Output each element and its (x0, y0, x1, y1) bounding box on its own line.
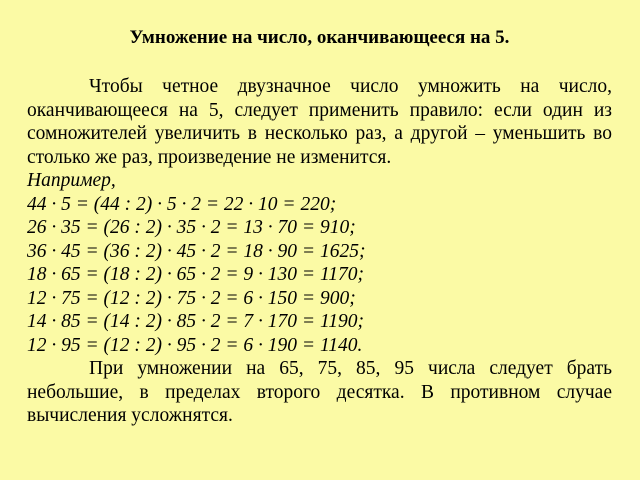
example-line: 36 · 45 = (36 : 2) · 45 · 2 = 18 · 90 = 1625; (27, 240, 366, 262)
example-line: 44 · 5 = (44 : 2) · 5 · 2 = 22 · 10 = 220; (27, 193, 337, 215)
note-paragraph: При умножении на 65, 75, 85, 95 числа следует брать небольшие, в пределах второго десятка. В противном случае вычисления усложнятся. (27, 358, 612, 426)
rule-paragraph: Чтобы четное двузначное число умножить на число, оканчивающееся на 5, следует применить правило: если один из сомножителей увеличить в несколько раз, а другой – уменьшить во столько же раз, произведение не изменится. (27, 76, 612, 168)
example-line: 18 · 65 = (18 : 2) · 65 · 2 = 9 · 130 = 1170; (27, 264, 365, 285)
slide-title: Умножение на число, оканчивающееся на 5. (129, 27, 510, 48)
example-line: 26 · 35 = (26 : 2) · 35 · 2 = 13 · 70 = 910; (27, 217, 356, 238)
examples-list (27, 193, 612, 358)
example-line: 14 · 85 = (14 : 2) · 85 · 2 = 7 · 170 = 1190; (27, 311, 365, 332)
example-line: 12 · 75 = (12 : 2) · 75 · 2 = 6 · 150 = 900; (27, 287, 356, 309)
example-line: 12 · 95 = (12 : 2) · 95 · 2 = 6 · 190 = 1140. (27, 334, 363, 356)
example-label: Например, (27, 170, 116, 191)
